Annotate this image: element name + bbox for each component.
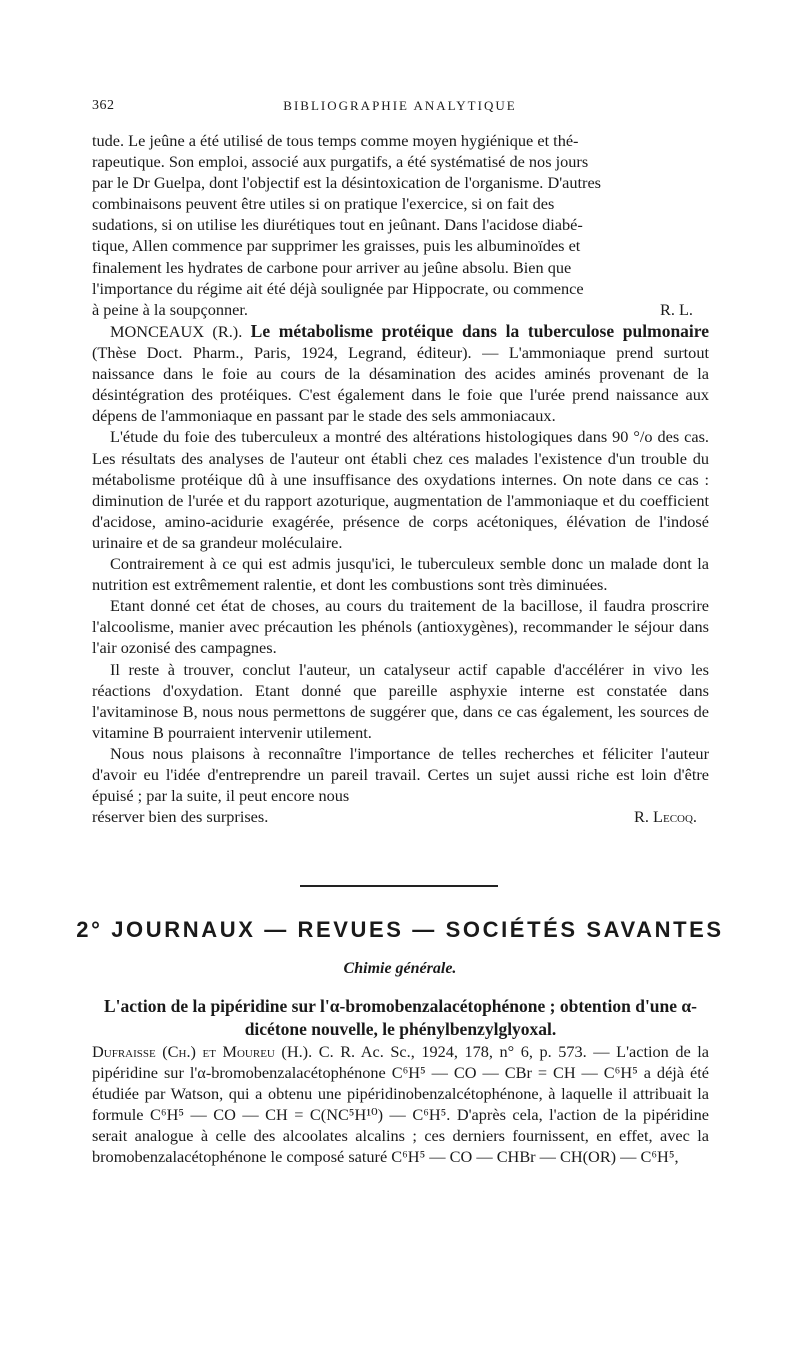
review-2-paragraph-5: Il reste à trouver, conclut l'auteur, un catalyseur actif capable d'accélérer in vivo les réactions d'oxydation. Etant donné que pareille asphyxie interne est constatée dans l'avitaminose B, nous nous permettons de suggérer que, dans ce cas également, les sources de vitamine B pourraient intervenir utilement.: [92, 659, 709, 742]
review-2-closing: Nous nous plaisons à reconnaître l'importance de telles recherches et féliciter l'auteur d'avoir eu l'idée d'entreprendre un pareil travail. Certes un sujet aussi riche est loin d'être épuisé ; par la suite, il peut encore nous: [92, 743, 709, 806]
review-2-paragraph-4: Etant donné cet état de choses, au cours du traitement de la bacillose, il faudra proscrire l'alcoolisme, manier avec précaution les phénols (antioxygènes), recommander le séjour dans l'air ozonisé des campagnes.: [92, 596, 709, 658]
article-citation: C. R. Ac. Sc., 1924, 178, n° 6, p. 573. —: [318, 1042, 610, 1061]
section-heading: 2° JOURNAUX — REVUES — SOCIÉTÉS SAVANTES: [76, 917, 724, 942]
review-1: [92, 130, 709, 320]
text-line: rapeutique. Son emploi, associé aux purgatifs, a été systématisé de nos jours: [92, 152, 589, 172]
review-2-signature: R. Lecoq.: [634, 807, 697, 827]
article-body: L'action de la pipéridine sur l'α-bromobenzalacétophénone C⁶H⁵ — CO — CBr = CH — C⁶H⁵ a déjà été étudiée par Watson, qui a obtenu une pipéridinobenzalcétophénone, à laquelle il attribuait la formule C⁶H⁵ — CO — CH = C(NC⁵H¹⁰) — C⁶H⁵. D'après cela, l'action de la pipéridine serait analogue à celle des alcoolates alcalins ; ces derniers fournissent, en effet, avec la bromobenzalacétophénone le composé saturé C⁶H⁵ — CO — CHBr — CH(OR) — C⁶H⁵,: [92, 1042, 709, 1167]
text-line: tique, Allen commence par supprimer les graisses, puis les albuminoïdes et: [92, 236, 581, 256]
article-title: L'action de la pipéridine sur l'α-bromobenzalacétophénone ; obtention d'une α-dicétone nouvelle, le phénylbenzylglyoxal.: [103, 996, 698, 1039]
review-1-paragraph: [92, 130, 709, 299]
text-line: finalement les hydrates de carbone pour arriver au jeûne absolu. Bien que: [92, 257, 572, 277]
text-line: l'importance du régime ait été déjà soulignée par Hippocrate, ou commence: [92, 278, 584, 298]
review-2-paragraph-1: L'ammoniaque prend surtout naissance dans le foie au cours de la désamination des acides aminés provenant de la désintégration des protéiques. C'est également dans le foie que l'urée prend naissance aux dépens de l'ammoniaque en passant par le stade des sels ammoniacaux.: [92, 343, 709, 426]
review-2-paragraph-3: Contrairement à ce qui est admis jusqu'ici, le tuberculeux semble donc un malade dont la nutrition est extrêmement ralentie, et dont les combustions sont très diminuées.: [92, 554, 709, 595]
review-2-paragraph-2: L'étude du foie des tuberculeux a montré des altérations histologiques dans 90 °/o des cas. Les résultats des analyses de l'auteur ont établi chez ces malades l'existence d'un trouble du métabolisme protéique dû à une insuffisance des oxydations internes. On note dans ce cas : diminution de l'urée et du rapport azoturique, augmentation de l'ammoniaque et du coefficient d'acidose, amino-acidurie exagérée, présence de corps acétoniques, élévation de l'indosé urinaire et de sa grandeur moléculaire.: [92, 427, 709, 552]
section-divider: [300, 885, 498, 887]
article-entry: [92, 995, 709, 1168]
text-line: combinaisons peuvent être utiles si on pratique l'exercice, si on fait des: [92, 194, 555, 214]
review-2-citation: (Thèse Doct. Pharm., Paris, 1924, Legrand, éditeur). —: [92, 343, 499, 363]
review-2-header: [92, 321, 709, 426]
text-line: sudations, si on utilise les diurétiques tout en jeûnant. Dans l'acidose diabé-: [92, 215, 583, 235]
subsection-heading: Chimie générale.: [343, 960, 457, 977]
text-line: réserver bien des surprises.: [92, 807, 269, 827]
review-2: [92, 321, 709, 827]
review-2-author: MONCEAUX (R.).: [110, 322, 243, 341]
page-number: 362: [92, 98, 115, 113]
text-line: tude. Le jeûne a été utilisé de tous temps comme moyen hygiénique et thé-: [92, 131, 579, 150]
text-line: à peine à la soupçonner.: [92, 299, 248, 319]
text-line: par le Dr Guelpa, dont l'objectif est la désintoxication de l'organisme. D'autres: [92, 173, 602, 193]
review-1-signature: R. L.: [659, 299, 693, 319]
article-header: [92, 1041, 709, 1168]
running-head: BIBLIOGRAPHIE ANALYTIQUE: [283, 98, 517, 113]
review-2-title: Le métabolisme protéique dans la tuberculose pulmonaire: [250, 321, 710, 341]
article-authors: Dufraisse (Ch.) et Moureu (H.).: [92, 1042, 313, 1061]
review-2-last-line: [92, 806, 709, 827]
review-1-last-line: [92, 299, 709, 320]
